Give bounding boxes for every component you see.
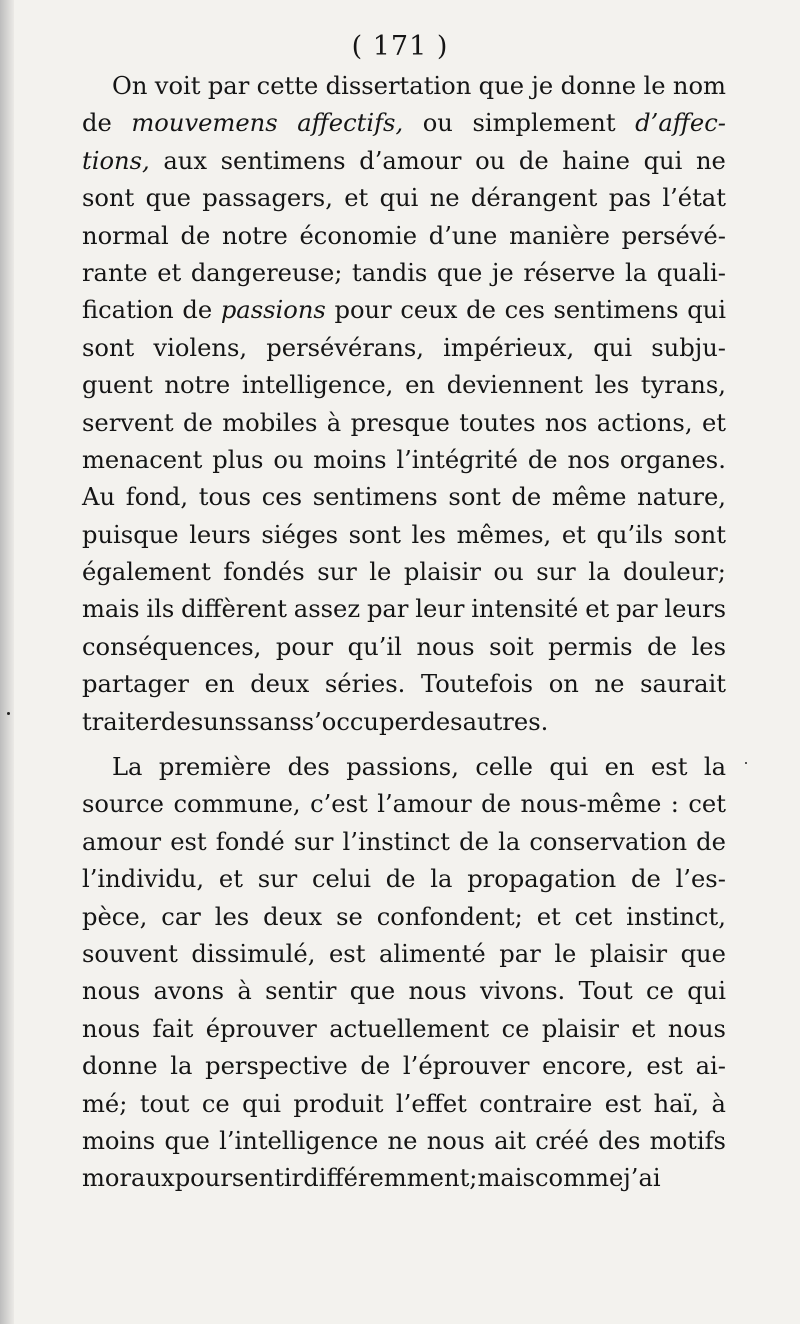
word: plaisir <box>541 1014 619 1043</box>
paragraph <box>82 749 726 1198</box>
word: nos <box>544 408 588 437</box>
word: et <box>585 595 610 624</box>
word: la <box>170 1052 193 1081</box>
text-line <box>82 861 726 898</box>
word: guent <box>82 371 153 400</box>
word: que <box>436 258 483 287</box>
word: je <box>491 258 514 287</box>
word: ou <box>493 558 524 587</box>
word: ne <box>594 670 625 699</box>
word: ceux <box>400 296 458 325</box>
word: j’ai <box>623 1164 661 1193</box>
word: mais <box>82 595 140 624</box>
word: moins <box>313 445 387 474</box>
word: réserve <box>523 258 616 287</box>
word: de <box>466 296 496 325</box>
word: persévé- <box>621 221 726 250</box>
word: à <box>326 408 342 437</box>
word: passions, <box>346 753 459 782</box>
word: plaisir <box>589 939 668 968</box>
word: et <box>344 184 369 213</box>
word: en <box>204 670 235 699</box>
word: est <box>328 939 366 968</box>
word: de <box>459 827 489 856</box>
word: tandis <box>352 258 428 287</box>
word: leurs <box>189 520 251 549</box>
word: ne <box>387 1126 418 1155</box>
word: de <box>527 445 558 474</box>
word: pas <box>608 184 652 213</box>
word: est <box>604 1089 642 1118</box>
word: soit <box>489 632 534 661</box>
word: tout <box>139 1089 190 1118</box>
word: d’affec- <box>635 109 726 138</box>
word: mobiles <box>222 408 318 437</box>
word: la <box>588 558 611 587</box>
text-line <box>82 255 726 292</box>
word: qui <box>687 296 726 325</box>
word: passagers, <box>202 184 333 213</box>
word: leurs <box>664 595 726 624</box>
word: ai- <box>695 1052 726 1081</box>
word: plaisir <box>403 558 481 587</box>
word: sont <box>82 184 135 213</box>
word: est <box>646 1052 683 1081</box>
word: alimenté <box>378 939 486 968</box>
word: saurait <box>640 670 726 699</box>
text-line <box>82 1011 726 1048</box>
word: par <box>207 72 250 100</box>
word: l’instinct <box>342 827 450 856</box>
word: je <box>531 72 554 100</box>
word: perspective <box>205 1052 348 1081</box>
word: ce <box>646 977 674 1006</box>
word: de <box>182 408 213 437</box>
word: sont <box>348 520 401 549</box>
text-line <box>82 704 726 741</box>
word: donne <box>560 72 637 100</box>
word: des <box>420 707 463 736</box>
word: toutes <box>459 408 536 437</box>
word: dissertation <box>325 72 472 100</box>
word: pèce, <box>82 902 148 931</box>
word: quali- <box>656 258 726 287</box>
word: mêmes, <box>456 520 552 549</box>
word: menacent <box>82 445 203 474</box>
word: notre <box>164 371 231 400</box>
word: de <box>511 483 542 512</box>
word: l’individu, <box>82 865 205 894</box>
word: nous-même <box>520 790 662 819</box>
word: de <box>696 827 726 856</box>
word: permis <box>548 632 633 661</box>
text-line <box>82 1086 726 1123</box>
word: vivons. <box>479 977 566 1006</box>
word: que <box>349 977 396 1006</box>
word: comme <box>534 1164 624 1193</box>
word: manière <box>509 221 610 250</box>
word: nature, <box>637 483 726 512</box>
word: de <box>360 1052 391 1081</box>
word: d’amour <box>359 146 462 175</box>
word: nous <box>82 1014 141 1043</box>
word: la <box>625 258 648 287</box>
word: cette <box>256 72 319 100</box>
word: persévérans, <box>266 333 424 362</box>
word: ils <box>146 595 175 624</box>
word: l’effet <box>395 1089 467 1118</box>
word: le <box>643 72 666 100</box>
word: tous <box>198 483 251 512</box>
word: tions, <box>82 146 150 175</box>
word: ce <box>201 1089 230 1118</box>
text-line <box>82 180 726 217</box>
word: sans <box>246 707 302 736</box>
word: mé; <box>82 1089 128 1118</box>
word: plus <box>212 445 264 474</box>
word: qui <box>687 977 726 1006</box>
word: à <box>237 977 252 1006</box>
word: de <box>82 109 112 138</box>
word: ces <box>504 296 545 325</box>
word: moins <box>82 1126 156 1155</box>
text-line <box>82 143 726 180</box>
word: les <box>411 520 447 549</box>
word: ce <box>501 1014 530 1043</box>
word: actuellement <box>329 1014 490 1043</box>
word: Au <box>82 483 116 512</box>
word: et <box>631 1014 656 1043</box>
word: qu’ils <box>596 520 664 549</box>
word: sont <box>673 520 726 549</box>
word: et <box>701 408 726 437</box>
word: deux <box>250 670 310 699</box>
word: contraire <box>479 1089 593 1118</box>
word: ait <box>494 1126 526 1155</box>
word: se <box>336 902 363 931</box>
word: par <box>366 595 409 624</box>
word: la <box>703 753 726 782</box>
text-line <box>82 105 726 142</box>
page-edge-shadow <box>0 0 14 1324</box>
word: On <box>112 72 148 100</box>
word: également <box>82 558 211 587</box>
word: qu’il <box>347 632 402 661</box>
ink-speck <box>7 712 10 715</box>
word: nous <box>416 632 475 661</box>
word: c’est <box>310 790 368 819</box>
word: partager <box>82 670 189 699</box>
word: La <box>112 753 143 782</box>
word: nous <box>408 977 467 1006</box>
word: de <box>647 632 677 661</box>
text-line <box>82 330 726 367</box>
word: haï, <box>653 1089 700 1118</box>
word: l’intelligence <box>219 1126 379 1155</box>
word: le <box>554 939 577 968</box>
word: diffèrent <box>181 595 287 624</box>
ink-speck <box>745 762 747 764</box>
word: puisque <box>82 520 179 549</box>
word: par <box>616 595 658 624</box>
word: qui <box>379 184 419 213</box>
word: servent <box>82 408 174 437</box>
text-line <box>82 591 726 628</box>
word: que <box>680 939 726 968</box>
word: mais <box>477 1164 535 1193</box>
word: d’une <box>428 221 498 250</box>
word: dangereuse; <box>190 258 343 287</box>
text-line <box>82 629 726 666</box>
body-text <box>82 68 726 1198</box>
word: motifs <box>649 1126 726 1155</box>
word: celui <box>312 865 371 894</box>
word: sur <box>257 865 298 894</box>
word: que <box>145 184 191 213</box>
text-line <box>82 786 726 823</box>
word: s’occuper <box>301 707 421 736</box>
word: que <box>478 72 525 100</box>
word: l’état <box>662 184 726 213</box>
word: douleur; <box>622 558 726 587</box>
text-line <box>82 405 726 442</box>
word: et <box>157 258 182 287</box>
word: conservation <box>529 827 688 856</box>
word: cet <box>688 790 726 819</box>
word: nous <box>667 1014 726 1043</box>
text-line <box>82 666 726 703</box>
word: différemment; <box>303 1164 478 1193</box>
word: ne <box>695 146 726 175</box>
word: créé <box>535 1126 589 1155</box>
text-line <box>82 292 726 329</box>
word: aux <box>163 146 207 175</box>
word: : <box>670 790 679 819</box>
word: produit <box>293 1089 384 1118</box>
word: en <box>604 753 635 782</box>
word: ou <box>273 445 304 474</box>
word: on <box>548 670 579 699</box>
word: autres. <box>462 707 549 736</box>
text-line <box>82 749 726 786</box>
word: confondent; <box>376 902 523 931</box>
word: pour <box>174 1164 232 1193</box>
word: dissimulé, <box>191 939 316 968</box>
word: leur <box>415 595 465 624</box>
word: souvent <box>82 939 178 968</box>
word: des <box>287 753 330 782</box>
word: tyrans, <box>640 371 726 400</box>
word: encore, <box>542 1052 634 1081</box>
word: fication <box>82 296 174 325</box>
word: l’intégrité <box>396 445 518 474</box>
word: ou <box>475 146 506 175</box>
word: les <box>594 371 630 400</box>
word: qui <box>643 146 683 175</box>
paragraph <box>82 68 726 741</box>
word: qui <box>242 1089 281 1118</box>
word: sentimens <box>220 146 346 175</box>
word: uns <box>203 707 247 736</box>
word: intelligence, <box>241 371 394 400</box>
word: fait <box>152 1014 194 1043</box>
word: haine <box>562 146 630 175</box>
word: traiter <box>82 707 162 736</box>
word: simplement <box>472 109 616 138</box>
text-line <box>82 479 726 516</box>
text-line <box>82 554 726 591</box>
word: dérangent <box>470 184 598 213</box>
word: est <box>170 827 207 856</box>
word: ces <box>261 483 302 512</box>
word: nous <box>426 1126 485 1155</box>
word: de <box>481 790 511 819</box>
word: et <box>561 520 586 549</box>
word: première <box>158 753 272 782</box>
word: la <box>430 865 453 894</box>
word: nous <box>82 977 141 1006</box>
text-line <box>82 68 726 105</box>
word: ne <box>429 184 460 213</box>
word: mouvemens <box>131 109 278 138</box>
word: sont <box>82 333 135 362</box>
word: pour <box>275 632 334 661</box>
word: impérieux, <box>443 333 575 362</box>
word: ou <box>422 109 453 138</box>
word: les <box>214 902 250 931</box>
word: commune, <box>173 790 301 819</box>
text-line <box>82 517 726 554</box>
word: sentimens <box>312 483 438 512</box>
word: les <box>691 632 726 661</box>
text-line <box>82 936 726 973</box>
word: violens, <box>153 333 248 362</box>
text-line <box>82 1160 726 1197</box>
word: moraux <box>82 1164 175 1193</box>
word: rante <box>82 258 148 287</box>
word: est <box>650 753 688 782</box>
word: deux <box>263 902 323 931</box>
word: sentir <box>231 1164 304 1193</box>
word: de <box>182 296 213 325</box>
word: de <box>630 865 661 894</box>
word: organes. <box>619 445 726 474</box>
word: fondés <box>223 558 305 587</box>
word: l’éprouver <box>402 1052 530 1081</box>
word: notre <box>222 221 288 250</box>
word: sur <box>317 558 357 587</box>
word: des <box>598 1126 641 1155</box>
word: sur <box>293 827 334 856</box>
word: même <box>551 483 627 512</box>
word: subju- <box>651 333 726 362</box>
word: normal <box>82 221 169 250</box>
word: passions <box>220 296 326 325</box>
word: en <box>405 371 435 400</box>
word: nos <box>567 445 611 474</box>
word: l’amour <box>377 790 472 819</box>
word: qui <box>549 753 589 782</box>
word: propagation <box>467 865 617 894</box>
word: de <box>518 146 549 175</box>
text-line <box>82 367 726 404</box>
word: cet <box>574 902 613 931</box>
text-line <box>82 899 726 936</box>
word: séries. <box>324 670 406 699</box>
word: éprouver <box>205 1014 317 1043</box>
word: deviennent <box>446 371 583 400</box>
word: siéges <box>261 520 339 549</box>
word: intensité <box>471 595 579 624</box>
text-line <box>82 973 726 1010</box>
text-line <box>82 442 726 479</box>
word: actions, <box>596 408 693 437</box>
text-line <box>82 1048 726 1085</box>
word: instinct, <box>626 902 726 931</box>
word: avons <box>153 977 225 1006</box>
word: sont <box>448 483 501 512</box>
word: nom <box>672 72 726 100</box>
word: sentimens <box>553 296 679 325</box>
word: donne <box>82 1052 158 1081</box>
word: fondé <box>215 827 285 856</box>
word: des <box>161 707 204 736</box>
word: presque <box>350 408 450 437</box>
text-line <box>82 824 726 861</box>
word: affectifs, <box>297 109 404 138</box>
word: qui <box>593 333 633 362</box>
word: sentir <box>265 977 337 1006</box>
word: et <box>536 902 561 931</box>
word: et <box>218 865 243 894</box>
word: pour <box>334 296 392 325</box>
word: celle <box>475 753 533 782</box>
word: car <box>161 902 201 931</box>
word: fond, <box>125 483 189 512</box>
word: Toutefois <box>420 670 534 699</box>
word: conséquences, <box>82 632 262 661</box>
word: que <box>164 1126 210 1155</box>
word: économie <box>299 221 418 250</box>
text-line <box>82 1123 726 1160</box>
word: par <box>499 939 541 968</box>
word: de <box>180 221 211 250</box>
word: l’es- <box>675 865 726 894</box>
word: à <box>711 1089 726 1118</box>
word: de <box>385 865 416 894</box>
word: le <box>369 558 392 587</box>
page-number: ( 171 ) <box>351 31 449 62</box>
word: sur <box>536 558 576 587</box>
word: Tout <box>578 977 633 1006</box>
word: source <box>82 790 164 819</box>
word: la <box>498 827 521 856</box>
text-line <box>82 218 726 255</box>
word: amour <box>82 827 162 856</box>
word: assez <box>293 595 361 624</box>
word: voit <box>154 72 201 100</box>
